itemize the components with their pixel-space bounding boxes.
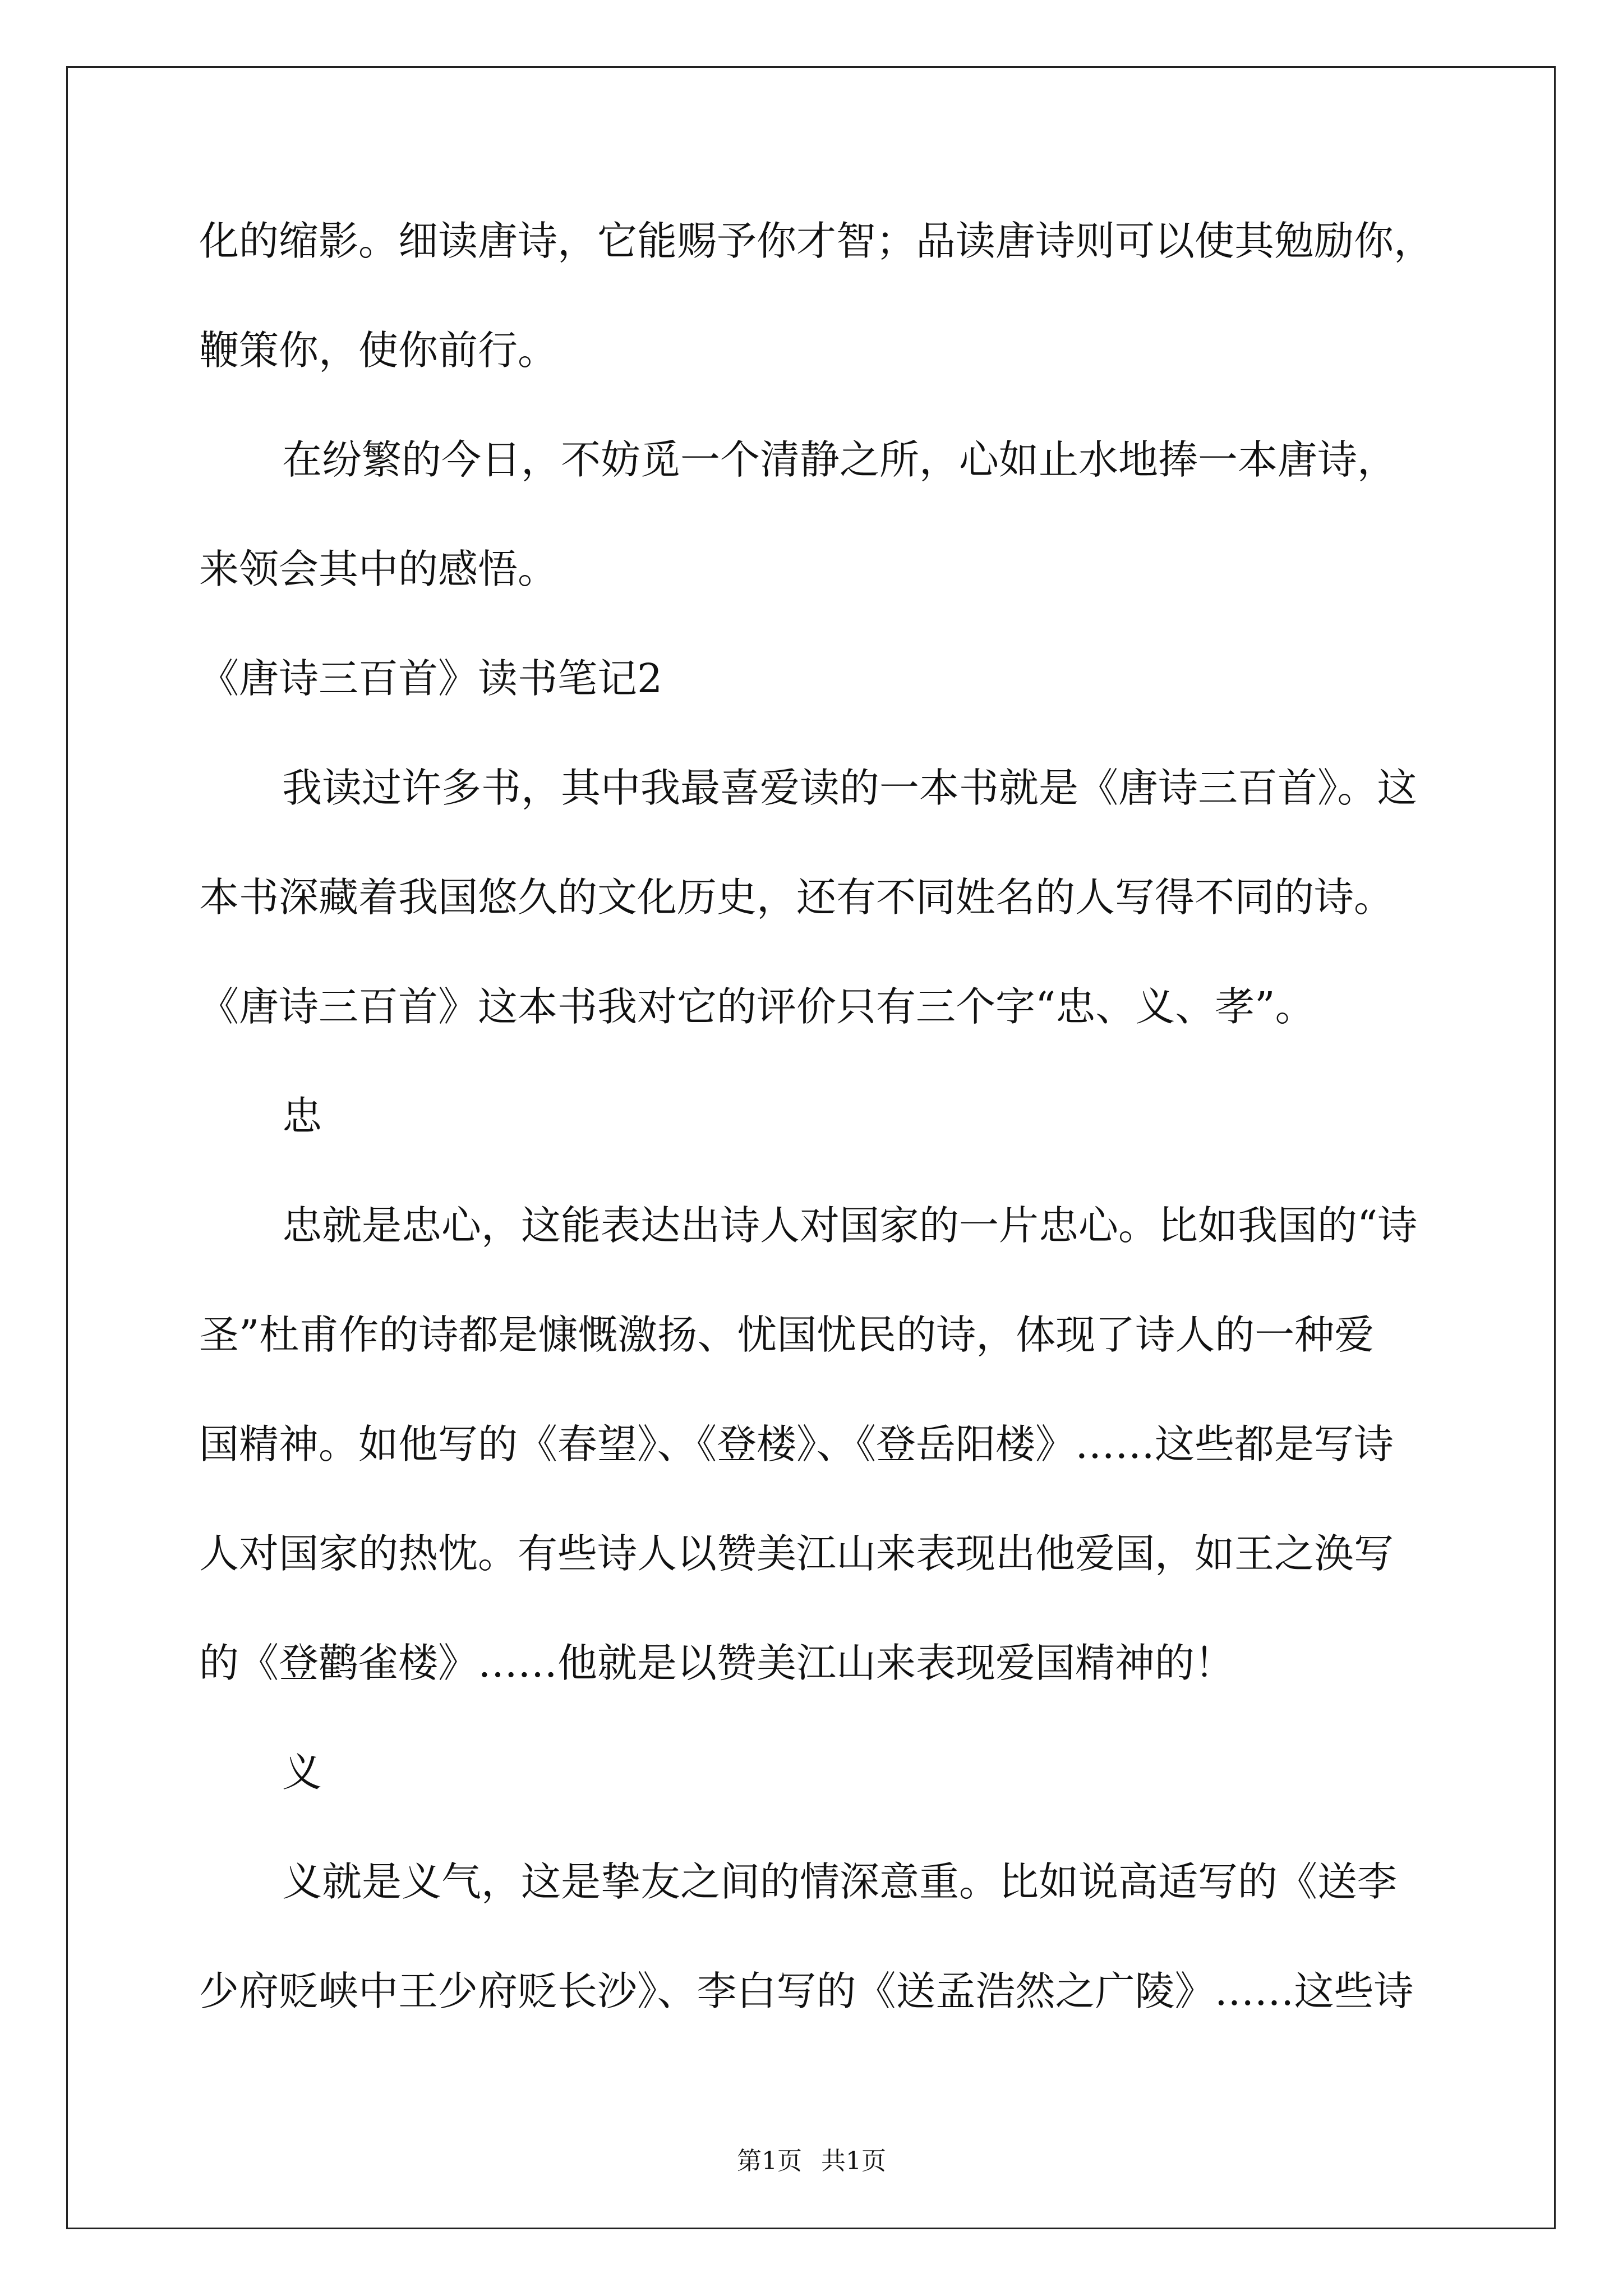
page-number: 第1页 xyxy=(737,2147,802,2175)
paragraph-line: 人对国家的热忱。有些诗人以赞美江山来表现出他爱国，如王之涣写 xyxy=(199,1530,1394,1577)
subheading-yi: 义 xyxy=(282,1749,322,1796)
paragraph-line: 来领会其中的感悟。 xyxy=(199,546,558,592)
section-title: 《唐诗三百首》读书笔记2 xyxy=(199,655,663,702)
paragraph-line: 少府贬峡中王少府贬长沙》、李白写的《送孟浩然之广陵》……这些诗 xyxy=(199,1968,1414,2014)
paragraph-line: 义就是义气，这是挚友之间的情深意重。比如说高适写的《送李 xyxy=(282,1858,1398,1905)
paragraph-line: 我读过许多书，其中我最喜爱读的一本书就是《唐诗三百首》。这 xyxy=(282,765,1417,811)
page-footer xyxy=(0,2145,1623,2178)
paragraph-line: 化的缩影。细读唐诗，它能赐予你才智；品读唐诗则可以使其勉励你， xyxy=(199,218,1434,264)
paragraph-line: 的《登鹳雀楼》……他就是以赞美江山来表现爱国精神的！ xyxy=(199,1640,1235,1686)
paragraph-line: 在纷繁的今日，不妨觅一个清静之所，心如止水地捧一本唐诗， xyxy=(282,436,1398,483)
paragraph-line: 鞭策你，使你前行。 xyxy=(199,327,558,374)
paragraph-line: 国精神。如他写的《春望》、《登楼》、《登岳阳楼》……这些都是写诗 xyxy=(199,1421,1394,1467)
paragraph-line: 忠就是忠心，这能表达出诗人对国家的一片忠心。比如我国的“诗 xyxy=(282,1202,1418,1249)
subheading-zhong: 忠 xyxy=(282,1093,322,1139)
paragraph-line: 本书深藏着我国悠久的文化历史，还有不同姓名的人写得不同的诗。 xyxy=(199,874,1394,921)
paragraph-line: 《唐诗三百首》这本书我对它的评价只有三个字“忠、义、孝”。 xyxy=(199,983,1315,1030)
page-total: 共1页 xyxy=(821,2147,886,2175)
paragraph-line: 圣”杜甫作的诗都是慷慨激扬、忧国忧民的诗，体现了诗人的一种爱 xyxy=(199,1312,1375,1358)
